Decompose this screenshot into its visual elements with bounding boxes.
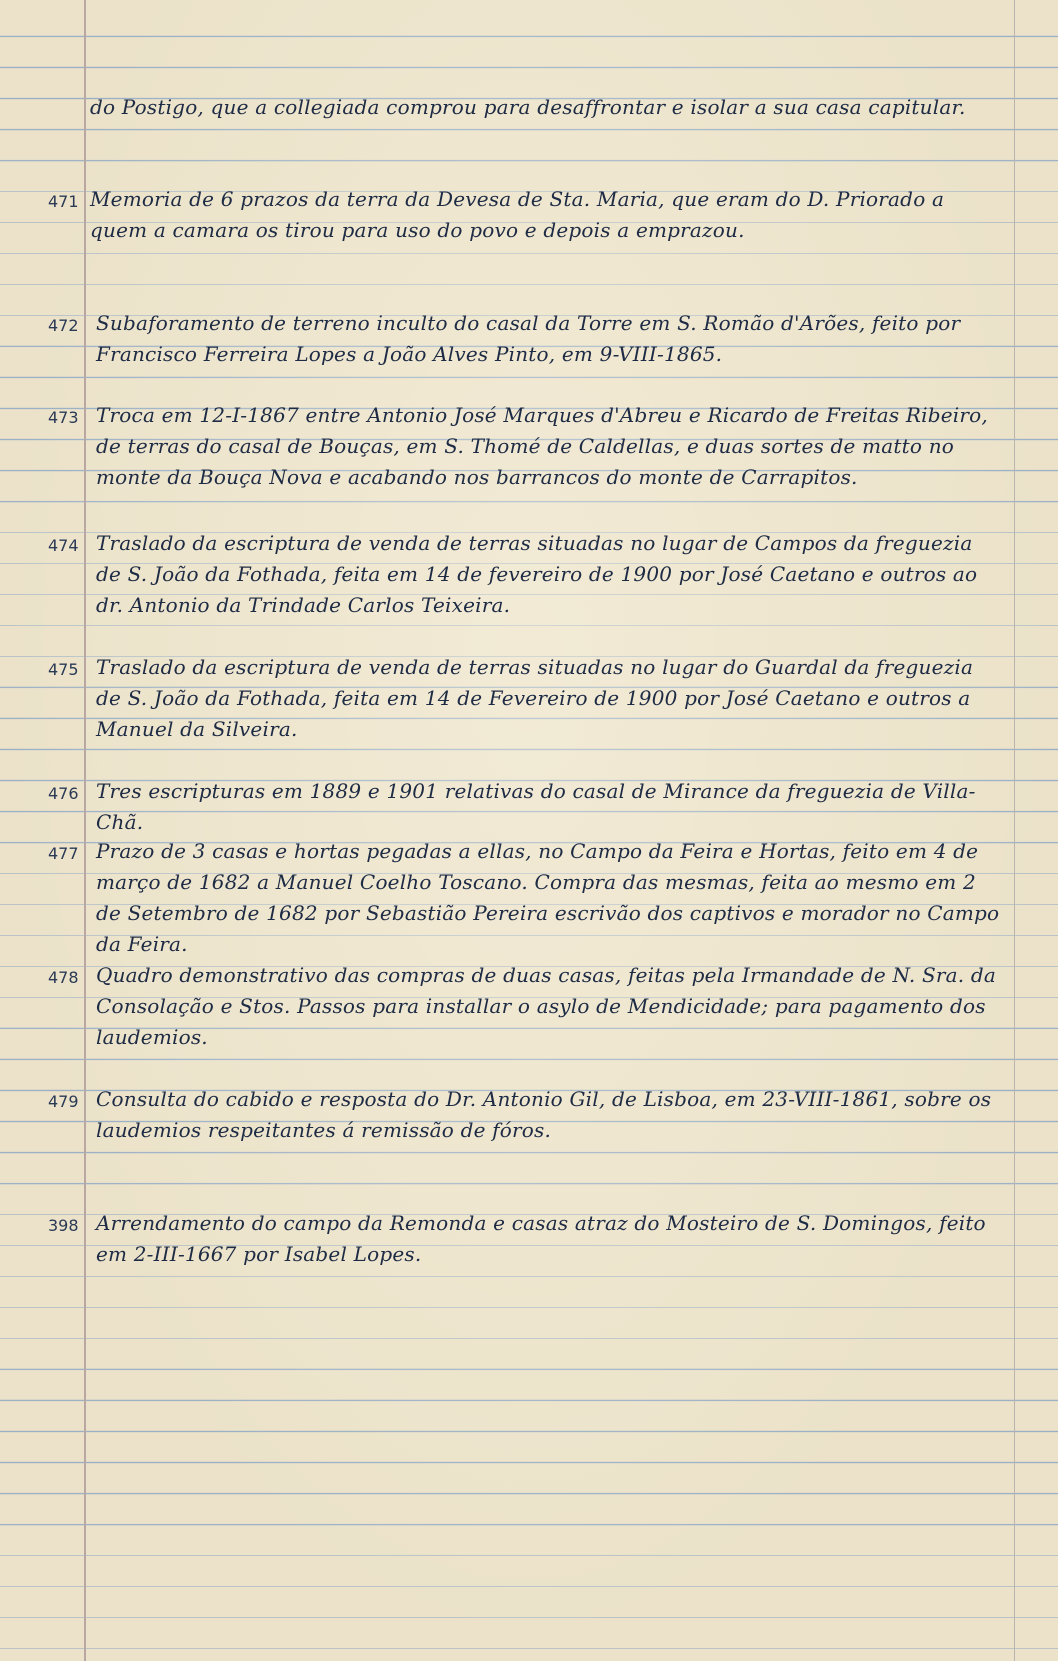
show-through-text [60, 1170, 420, 1188]
entry-text: Traslado da escriptura de venda de terras situadas no lugar do Guardal da freguezia de S. João da Fothada, feita em 14 de Fevereiro de 1900 por José Caetano e outros a Manuel da Silveira. [96, 655, 974, 741]
entry-text: Subaforamento de terreno inculto do casal da Torre em S. Romão d'Arões, feito por Francisco Ferreira Lopes a João Alves Pinto, em 9-VIII-1865. [96, 311, 961, 366]
entry-text: Arrendamento do campo da Remonda e casas atraz do Mosteiro de S. Domingos, feito em 2-III-1667 por Isabel Lopes. [96, 1211, 986, 1266]
entry-text: Traslado da escriptura de venda de terras situadas no lugar de Campos da freguezia de S. João da Fothada, feita em 14 de fevereiro de 1900 por José Caetano e outros ao dr. Antonio da Trindade Carlos Teixeira. [96, 531, 978, 617]
entry-text: do Postigo, que a collegiada comprou para desaffrontar e isolar a sua casa capitular. [90, 95, 966, 119]
entry-number: 474 [48, 536, 79, 555]
entry-number: 475 [48, 660, 79, 679]
entry-number: 479 [48, 1092, 79, 1111]
entry-text: Memoria de 6 prazos da terra da Devesa de Sta. Maria, que eram do D. Priorado a quem a camara os tirou para uso do povo e depois a emprazou. [90, 187, 945, 242]
entry-number: 473 [48, 408, 79, 427]
entry-text: Tres escripturas em 1889 e 1901 relativas do casal de Mirance da freguezia de Villa-Chã. [96, 779, 976, 834]
entry-number: 477 [48, 844, 79, 863]
entry-text: Troca em 12-I-1867 entre Antonio José Marques d'Abreu e Ricardo de Freitas Ribeiro, de terras do casal de Bouças, em S. Thomé de Caldellas, e duas sortes de matto no monte da Bouça Nova e acabando nos barrancos do monte de Carrapitos. [96, 403, 988, 489]
entry-number: 398 [48, 1216, 79, 1235]
entry-number: 471 [48, 192, 79, 211]
entry-number: 472 [48, 316, 79, 335]
entry-text: Quadro demonstrativo das compras de duas casas, feitas pela Irmandade de N. Sra. da Consolação e Stos. Passos para installar o asylo de Mendicidade; para pagamento dos laudemios. [96, 963, 997, 1049]
entry-text: Prazo de 3 casas e hortas pegadas a ellas, no Campo da Feira e Hortas, feito em 4 de março de 1682 a Manuel Coelho Toscano. Compra das mesmas, feita ao mesmo em 2 de Setembro de 1682 por Sebastião Pereira escrivão dos captivos e morador no Campo da Feira. [96, 839, 1000, 956]
entry-number: 478 [48, 968, 79, 987]
entry-text: Consulta do cabido e resposta do Dr. Antonio Gil, de Lisboa, em 23-VIII-1861, sobre os laudemios respeitantes á remissão de fóros. [96, 1087, 992, 1142]
entry-number: 476 [48, 784, 79, 803]
